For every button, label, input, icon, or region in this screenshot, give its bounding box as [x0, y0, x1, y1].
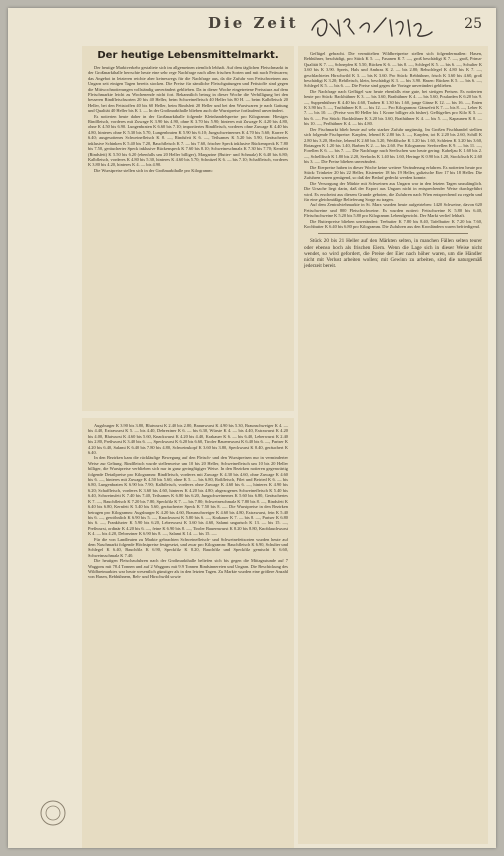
handwritten-date-annotation [308, 12, 438, 46]
archive-stamp-icon [38, 798, 68, 828]
paragraph: Die heutigen Fleischzufuhren nach der Großmarkthalle beliefen sich bis gegen die Mittagsstunde auf 7 Waggons mit 78.4 Tonnen und auf 2 Waggons mit 9.9 Tonnen Rindsinnereien und Ungarn. Die Beschickung des Wildbretmarktes war heute wesentlich günstiger als in den letzten Tagen. Zu Markte wurden eine größere Anzahl von Hasen, Rebhühnern, Reh- und Hirschwild sowie [88, 558, 288, 580]
article-body-left-top [88, 65, 288, 173]
paragraph: Die Eierpreise haben in dieser Woche keine weitere Veränderung erfahren. Es notierten heute pro Stück: Trinkeier 20 bis 22 Heller, Kisteneier 18 bis 19 Heller, galizische Eier 17 bis 18 Heller. Die Zufuhren waren genügend, so daß der Bedarf gedeckt werden konnte. [304, 164, 482, 181]
article-body-right [304, 51, 482, 229]
paragraph: Es notierten heute daher in der Großmarkthalle folgende Kleinhandelspreise pro Kilogramm: Hiesiges Rindfleisch, vorderes mit Zuwage K 3.90 bis 4.90, ohne K 3.70 bis 5.90; hinteres mit Zuwage K 4.20 bis 4.80, ohne K 4.50 bis 6.90. Lungenbraten K 6.60 bis 7.10; importiertes Rindfleisch, vorderes ohne Zuwage K 4.40 bis 4.80, hinteres ohne K 5.30 bis 5.70, Lungenbraten K 5.90 bis 6.10; Jungschweinernes K 4.70 bis 5.60; Karree K 6.40; ausgesottenes Schweinefleisch K 8. —, Rindsfett K 6. —, Teilsames K 5.20 bis 5.90, Geräuchertes inklusive Schinken K 5.40 bis 7.20, Bauchfleisch K 7. — bis 7.60, frischer Speck inklusive Rückenspeck K 7.80 bis 7.50, geräucherter Speck inklusive Rückenspeck K 7.60 bis 8.10; Schweineschmalz K 7.30 bis 7.70; Kernfett (Rindsfett) K 5.50 bis 6.20 (ebenfalls um 20 Heller billiger), Margarine (Butter- und Schmalz) K 6.40 bis 6.80; Kalbfleisch, vorderes K 4.80 bis 5.30, hinteres K 4.60 bis 5.70; Schnitzel K 6. — bis 7.10; Schaffleisch, vorderes K 3.80 bis 4.20, hinteres K 4. — bis 4.90. [88, 113, 288, 168]
paragraph: Die Nachfrage nach Geflügel war heute ebenfalls eine gute, bei stetigen Preisen. Es notierten heute pro Stück: Backhühner K 3. — bis 3.60, Brathühner K 4. — bis 5.60, Poularden K 6.20 bis 9. —, Suppenhühner K 4.40 bis 4.60, Tauben K 1.30 bis 1.60, junge Gänse K 12. — bis 16. —, Enten K 3.90 bis 5. —, Truthühner K 8. — bis 12. —. Pro Kilogramm: Gänsefett K 7. — bis 8. —, Leber K 7. — bis 10. — (Preise von 80 Heller bis 1 Krone billiger als bisher). Geflügeltes pro Kilo K 5. — bis 6. —. Pro Stück: Backhühner K 3.20 bis 3.60, Brathühner K 4. — bis 5. —, Kapaunen K 8. — bis 10. —, Perlhühner K 4. — bis 4.80. [304, 88, 482, 127]
article-title: Der heutige Lebensmittelmarkt. [97, 50, 279, 61]
article-body-right-end [304, 238, 482, 269]
clipping-sheet [8, 8, 496, 848]
article-column-bottom-left [82, 418, 294, 848]
paragraph: Die Wurstpreise stellen sich in der Großmarkthalle pro Kilogramm: [94, 167, 213, 173]
paragraph: Der Fischmarkt blieb heute auf sehr starker Zufuhr ungünstig. Im Großen Fischhandel stellten sich folgende Fischpreise: Karpfen, lebend K 2.80 bis 3. —, Karpfen, tot K 2.20 bis 2.60, Schill K 2.80 bis 3.20, Hechte, lebend K 2.60 bis 3.20, Weißfische K 1.20 bis 1.60, Schleien K 3.20 bis 3.60, Rotaugen K 1.20 bis 1.40, Barben K 2. — bis 2.60. Pro Kilogramm: Seeforellen K 9. — bis 11. —, Forellen K 6. — bis 7. —. Die Nachfrage nach Seefischen war heute gering: Kabeljau K 1.60 bis 2. —, Schellfisch K 1.80 bis 2.20, Seelachs K 1.40 bis 1.60, Heringe K 0.90 bis 1.20, Stockfisch K 2.60 bis 3. —. Die Preise blieben unverändert. [304, 126, 482, 165]
paragraph: Geflügel gebracht. Die vermittelten Wildbretpreise stellen sich folgendermaßen: Hasen, Rebhühner, beschädigt, pro Stück K 5. —, Fasanen K 7. —, groß beschädigt K 7. —, groß, Prima-Qualität K 7. —, Schnepfen K 5.50, Rücken K 6. — bis 8. —, Schlegel K 5. — bis 6. —, Schulter K 3.60 bis K 3.90. Spreis, Hals und Ambras K 2. — bis 2.80; Rehschlegel K 4.80 bis K 7. —, geschlachtetes Hirschwild K 3. — bis K 3.60. Pro Stück: Rebhühner, frisch K 3.60 bis 4.60, groß beschädigt K 3.20; Rehfleisch, klein, beschädigt K 3. — bis 3.90. Hasen: Rücken K 5. — bis 6. —, Schlegel K 5. — bis 6. —. Die Preise sind gegen die Vortage unverändert geblieben. [304, 51, 482, 89]
paragraph: Augsburger K 3.90 bis 3.80, Blutwurst K 2.40 bis 2.80, Braunwurst K 4.90 bis 5.30, Braunschweiger K 4. — bis 4.40, Extrawurst K 5. — bis 4.40, Debreziner K 6. — bis 6.30, Würste K 4. — bis 4.40, Extrawurst K 4.20 bis 4.00, Blutwurst K 4.60 bis 5.60, Knackwurst K 4.20 bis 4.40, Krakauer K 6. — bis 6.40, Leberwurst K 2.40 bis 2.80, Preßwurst K 3.40 bis 6. —, Speckwurst K 6.20 bis 6.60, Tiroler Bauernwurst K 6.40 bis 6. —, Pariser K 4.20 bis 6.40, Salami K 6.40 bis 7.80 bis 4.80, Schweinskopf K 3.60 bis 3.80, Speckwurst K 8.40, geräuchert K 6.40. [88, 423, 288, 456]
paragraph: Der heutige Marktverkehr gestaltete sich im allgemeinen ziemlich lebhaft. Auf dem täglichen Fleischmarkt in der Großmarkthalle herrschte heute eine sehr rege Nachfrage nach allen frischen Sorten und mit nach Fettwaren; das Angebot in letzteren reichte aber keineswegs für die Nachfrage aus, da die Zufuhr von Fettschweinen aus Ungarn seit einigen Tagen bereits stocken. Die Preise für sämtliche Fleischgattungen und Fettstoffe sind gegen die Mittwochnotierungen vollständig unverändert geblieben. Da in dieser Woche eingetretene Preissturz auf dem Fleischmarkte leicht zu Wochenende nicht fort. Bekanntlich betrug in dieser Woche die Verbilligung bei den besseren Rindfleischsorten 20 bis 40 Heller, beim Schweinefleisch 40 Heller bis 80 H. — beim Kalbfleisch 20 Heller, bei den Fettstoffen 40 bis 60 Heller, beim Rindsfett 20 Heller und bei den Wurstwaren je nach Gattung und Qualität 40 Heller bis K 1. — In der Großmarkthalle blieben auch die Wurstpreise fortlaufend unverändert. [88, 65, 288, 114]
article-column-top-left [82, 46, 294, 411]
paragraph: Auf dem Zentralviehmarkte in St. Marx wurden heute aufgetrieben: 1420 Schweine, davon 620 Fettschweine und 800 Fleischschweine. Es wurden notiert: Fettschweine K 5.80 bis 6.40, Fleischschweine K 5.20 bis 5.80 pro Kilogramm Lebendgewicht. Der Markt verlief lebhaft. [304, 202, 482, 219]
column-divider [318, 233, 468, 234]
newspaper-title: Die Zeit [208, 14, 299, 32]
paragraph: Stück 20 bis 21 Heller auf den Märkten selten, in manchen Fällen selten teurer oder ebenso hoch als frischen Eiern. Wenn die Lage sich in dieser Weise nicht wendet, so wird gefordert, die Preise der Eier nach höher waren, um die Händler nicht mit Verlust arbeiten wollen; mit Gewinn zu arbeiten, sind die naturgemäß jederzeit bereit. [304, 238, 482, 270]
page-number: 25 [464, 16, 482, 32]
article-body-left-bottom [88, 423, 288, 580]
article-column-right [298, 46, 488, 844]
paragraph: Die Versorgung der Märkte mit Schweinen aus Ungarn war in den letzten Tagen unzulänglich. Die Ursache liegt darin, daß der Export aus Ungarn nicht in entsprechender Weise durchgeführt wird. Es erscheint aus diesem Grunde geboten, die Zufuhren nach Wien entsprechend zu regeln und für eine gleichmäßige Belieferung Sorge zu tragen. [304, 180, 482, 202]
paragraph: Für die von Landleuten zu Markte gebrachten Schweinefleisch- und Schweinefettsorten wurden heute auf dem Naschmarkt folgende Höchstpreise festgesetzt, und zwar pro Kilogramm: Bauchfleisch K 6.90, Schulter und Schlegel K 6.40, Bauchfilz K 6.90, Speckfilz K 8.20, Bauchfilz und Speckfilz gemischt K 6.60, Schweinsschmalz K 7.40. [88, 536, 288, 558]
paragraph: In den Bezirken kam die rückläufige Bewegung auf den Fleisch- und den Wurstpreisen nur in verminderter Weise zur Geltung. Rindfleisch wurde stellenweise um 10 bis 20 Heller, Schweinefleisch um 10 bis 20 Heller billiger, die Wurstpreise verblieben sich nur in ganz geringfügiger Weise. In den Bezirken notieren gegenwärtig folgende Detailpreise pro Kilogramm: Rindfleisch, vorderes mit Zuwage K 4.30 bis 4.60, ohne Zuwage K 4.60 bis 6. —, hinteres mit Zuwage K 4.50 bis 5.60, ohne K 5. — bis 6.80, Roßfleisch, Filet und Beiried K 6. — bis 6.80, Lungenbraten K 6.90 bis 7.90; Kalbfleisch, vorderes ohne Zuwage K 4.60 bis 6. —, hinteres K 4.90 bis 6.20; Schaffleisch, vorderes K 3.60 bis 4.60, hinteres K 4.20 bis 4.80; abgezogenes Schweinefleisch K 5.40 bis 6.40, Schweinsfett K 7.40 bis 7.40, Teilsames K 6.80 bis 6.20, Jungschweinernes K 5.60 bis 6.80, Geräuchertes K 7. —, Bauchfleisch K 7.20 bis 7.80, Speckfilz K 7. — bis 7.80; Schweineschmalz K 7.80 bis 8. —, Rindsfett K 6.40 bis 6.80, Kernfett K 5.40 bis 5.60, geräucherter Speck K 7.50 bis 8. —. Die Wurstpreise in den Bezirken betragen pro Kilogramm: Augsburger K 4.20 bis 4.60, Braunschweiger K 4.60 bis 4.80, Extrawurst, fein K 5.40 bis 6. —, gewöhnlich K 6.90 bis 5. —, Knackwurst K 5.80 bis 6. —, Krakauer K 7. — bis 8. —, Pariser K 6.80 bis 6. —, Frankfurter K 5.90 bis 6.20, Leberwurst K 3.60 bis 4.60, Salami ungarisch K 13. — bis 15. —, Preßwurst, ordinär K 4.20 bis 6. —, feine K 6.90 bis 8. —, Tiroler Bauernwurst K 8.20 bis 8.80, Knoblauchwurst K 4. — bis 4.20, Debreziner K 6.90 bis 8. —, Salami K 14. — bis 15. —. [88, 455, 288, 537]
paragraph: Die Butterpreise blieben unverändert: Teebutter K 7.80 bis 8.40, Tafelbutter K 7.20 bis 7.60, Kochbutter K 6.40 bis 6.80 pro Kilogramm. Die Zufuhren aus den Kronländern waren befriedigend. [304, 218, 482, 229]
